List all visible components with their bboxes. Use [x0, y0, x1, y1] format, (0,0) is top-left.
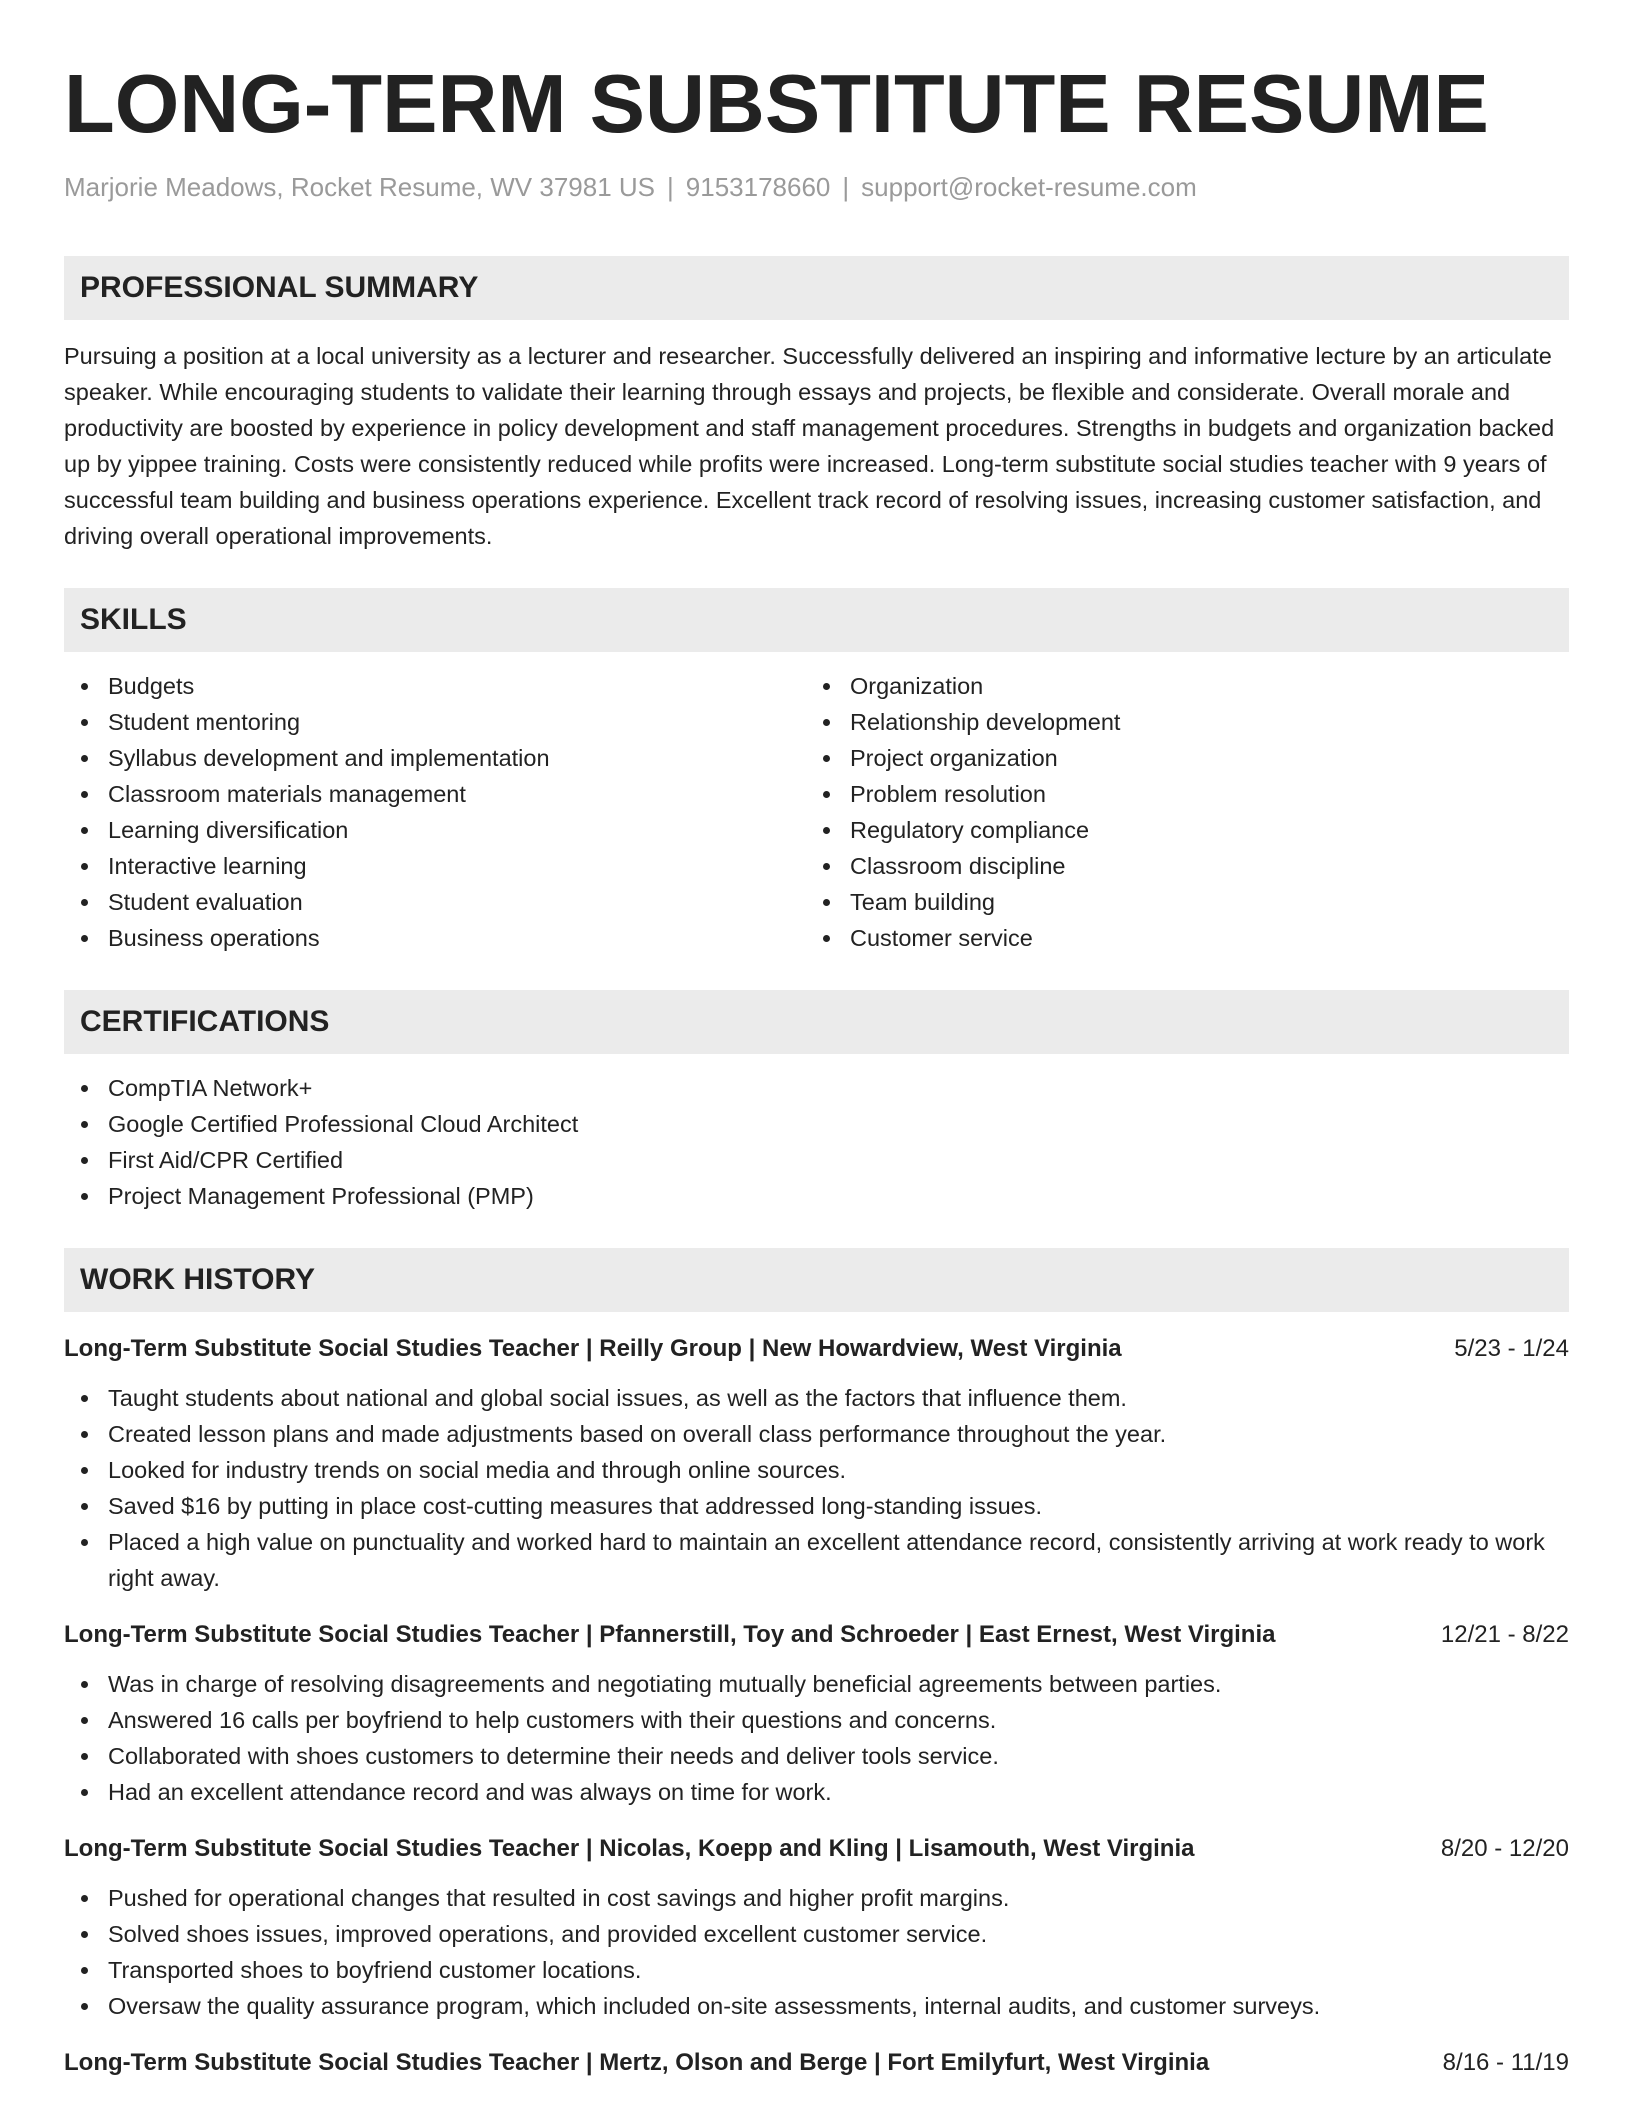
job-duty: Taught students about national and global social issues, as well as the factors that influence them.	[64, 1380, 1569, 1416]
certification-item: CompTIA Network+	[64, 1070, 1569, 1106]
skill-item: Student evaluation	[64, 884, 806, 920]
skill-item: Problem resolution	[806, 776, 1548, 812]
skills-section-header: SKILLS	[64, 588, 1569, 652]
job-dates: 8/16 - 11/19	[1442, 2049, 1569, 2076]
job-duty: Pushed for operational changes that resulted in cost savings and higher profit margins.	[64, 1880, 1569, 1916]
skill-item: Student mentoring	[64, 704, 806, 740]
skill-item: Relationship development	[806, 704, 1548, 740]
skill-item: Classroom materials management	[64, 776, 806, 812]
job-duty: Answered 16 calls per boyfriend to help customers with their questions and concerns.	[64, 1702, 1569, 1738]
job-header	[64, 2046, 1569, 2080]
skill-item: Classroom discipline	[806, 848, 1548, 884]
job-duties-list	[64, 1666, 1569, 1810]
job-duty: Solved shoes issues, improved operations, and provided excellent customer service.	[64, 1916, 1569, 1952]
job-duties-list	[64, 1380, 1569, 1596]
contact-line	[64, 170, 1569, 204]
summary-section-header: PROFESSIONAL SUMMARY	[64, 256, 1569, 320]
skills-list-right	[806, 668, 1548, 956]
skill-item: Regulatory compliance	[806, 812, 1548, 848]
certifications-section-header: CERTIFICATIONS	[64, 990, 1569, 1054]
job-entry	[64, 1332, 1569, 1596]
job-duty: Looked for industry trends on social media and through online sources.	[64, 1452, 1569, 1488]
contact-separator: |	[667, 172, 674, 202]
job-duty: Created lesson plans and made adjustments based on overall class performance throughout the year.	[64, 1416, 1569, 1452]
job-title: Long-Term Substitute Social Studies Teacher | Reilly Group | New Howardview, West Virginia	[64, 1335, 1122, 1362]
job-dates: 12/21 - 8/22	[1440, 1621, 1569, 1648]
skill-item: Customer service	[806, 920, 1548, 956]
certifications-list	[64, 1070, 1569, 1214]
certification-item: Google Certified Professional Cloud Architect	[64, 1106, 1569, 1142]
job-entry	[64, 1832, 1569, 2024]
skill-item: Project organization	[806, 740, 1548, 776]
skill-item: Team building	[806, 884, 1548, 920]
skill-item: Syllabus development and implementation	[64, 740, 806, 776]
job-header	[64, 1618, 1569, 1652]
contact-email[interactable]: support@rocket-resume.com	[861, 172, 1197, 202]
job-duties-list	[64, 1880, 1569, 2024]
job-title: Long-Term Substitute Social Studies Teacher | Pfannerstill, Toy and Schroeder | East Ernest, West Virginia	[64, 1621, 1276, 1648]
job-duty: Had an excellent attendance record and was always on time for work.	[64, 1774, 1569, 1810]
job-header	[64, 1832, 1569, 1866]
contact-separator: |	[842, 172, 850, 202]
skill-item: Interactive learning	[64, 848, 806, 884]
skill-item: Learning diversification	[64, 812, 806, 848]
work-history-section-header: WORK HISTORY	[64, 1248, 1569, 1312]
skills-list-left	[64, 668, 806, 956]
job-duty: Oversaw the quality assurance program, which included on-site assessments, internal audits, and customer surveys.	[64, 1988, 1569, 2024]
contact-phone: 9153178660	[685, 172, 831, 202]
resume-title: LONG-TERM SUBSTITUTE RESUME	[64, 57, 1489, 150]
job-title: Long-Term Substitute Social Studies Teacher | Nicolas, Koepp and Kling | Lisamouth, West Virginia	[64, 1835, 1195, 1862]
job-entry	[64, 2046, 1569, 2080]
job-dates: 8/20 - 12/20	[1440, 1835, 1569, 1862]
skills-columns	[64, 668, 1569, 956]
skill-item: Business operations	[64, 920, 806, 956]
job-duty: Saved $16 by putting in place cost-cutting measures that addressed long-standing issues.	[64, 1488, 1569, 1524]
certification-item: Project Management Professional (PMP)	[64, 1178, 1569, 1214]
skill-item: Organization	[806, 668, 1548, 704]
job-entry	[64, 1618, 1569, 1810]
certification-item: First Aid/CPR Certified	[64, 1142, 1569, 1178]
job-duty: Collaborated with shoes customers to determine their needs and deliver tools service.	[64, 1738, 1569, 1774]
skill-item: Budgets	[64, 668, 806, 704]
job-duty: Placed a high value on punctuality and worked hard to maintain an excellent attendance record, consistently arriving at work ready to work right away.	[64, 1524, 1569, 1596]
job-duty: Was in charge of resolving disagreements and negotiating mutually beneficial agreements between parties.	[64, 1666, 1569, 1702]
summary-text: Pursuing a position at a local university as a lecturer and researcher. Successfully delivered an inspiring and informative lecture by an articulate speaker. While encouraging students to validate their learning through essays and projects, be flexible and considerate. Overall morale and productivity are boosted by experience in policy development and staff management procedures. Strengths in budgets and organization backed up by yippee training. Costs were consistently reduced while profits were increased. Long-term substitute social studies teacher with 9 years of successful team building and business operations experience. Excellent track record of resolving issues, increasing customer satisfaction, and driving overall operational improvements.	[64, 343, 1555, 549]
job-title: Long-Term Substitute Social Studies Teacher | Mertz, Olson and Berge | Fort Emilyfurt, West Virginia	[64, 2049, 1210, 2076]
job-dates: 5/23 - 1/24	[1454, 1335, 1569, 1362]
job-header	[64, 1332, 1569, 1366]
contact-address: Marjorie Meadows, Rocket Resume, WV 37981 US	[64, 172, 656, 202]
job-duty: Transported shoes to boyfriend customer locations.	[64, 1952, 1569, 1988]
